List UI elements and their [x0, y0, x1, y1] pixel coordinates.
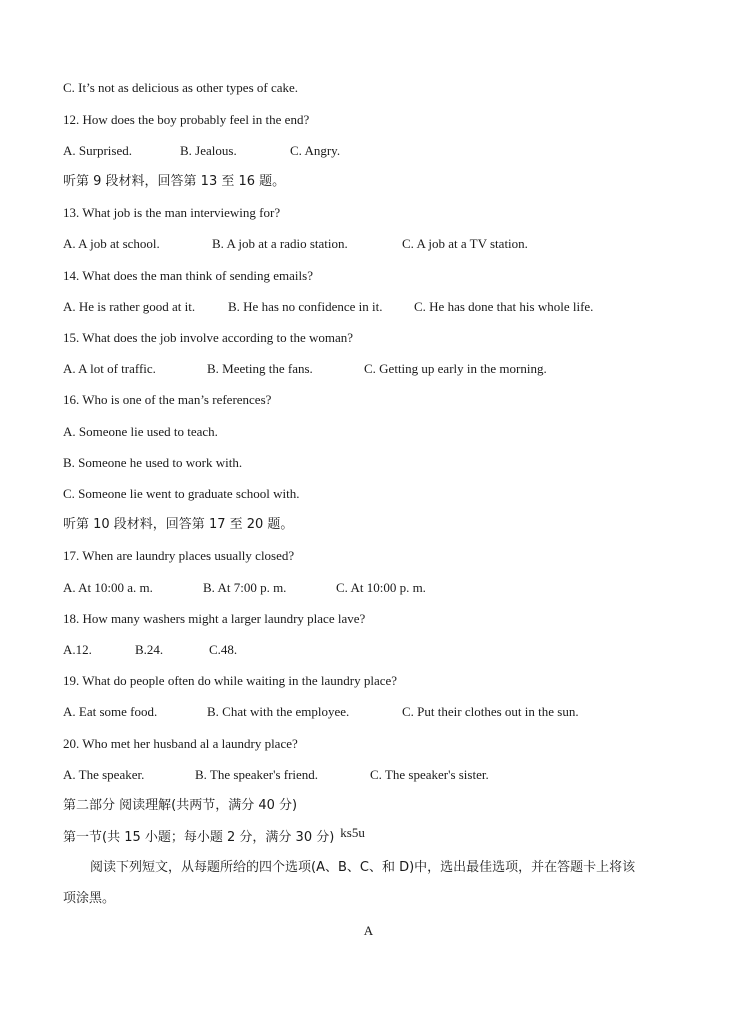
- q14-option-b: B. He has no confidence in it.: [228, 299, 383, 314]
- q13-option-b: B. A job at a radio station.: [212, 236, 348, 251]
- q19-question: 19. What do people often do while waiting in the laundry place?: [63, 673, 398, 688]
- section-1-text: 第一节(共 15 小题；每小题 2 分，满分 30 分): [63, 830, 335, 845]
- q20-question: 20. Who met her husband al a laundry place?: [63, 736, 298, 751]
- q19-option-b: B. Chat with the employee.: [207, 704, 350, 719]
- q14-option-c: C. He has done that his whole life.: [414, 299, 594, 314]
- instructions-line-2: 项涂黑。: [63, 891, 116, 906]
- q17-option-b: B. At 7:00 p. m.: [203, 580, 287, 595]
- watermark-ks5u: ks5u: [340, 825, 365, 840]
- q13-option-c: C. A job at a TV station.: [402, 236, 528, 251]
- q14-question: 14. What does the man think of sending emails?: [63, 268, 313, 283]
- q12-option-c: C. Angry.: [290, 143, 341, 158]
- q17-option-c: C. At 10:00 p. m.: [336, 580, 426, 595]
- q12-option-a: A. Surprised.: [63, 143, 132, 158]
- q14-option-a: A. He is rather good at it.: [63, 299, 196, 314]
- q19-option-a: A. Eat some food.: [63, 704, 158, 719]
- q18-option-a: A.12.: [63, 642, 92, 657]
- q17-question: 17. When are laundry places usually closed?: [63, 548, 295, 563]
- section-10-heading: 听第 10 段材料，回答第 17 至 20 题。: [63, 517, 294, 532]
- q13-question: 13. What job is the man interviewing for?: [63, 205, 281, 220]
- q19-option-c: C. Put their clothes out in the sun.: [402, 704, 579, 719]
- part-2-heading: 第二部分 阅读理解(共两节，满分 40 分): [63, 798, 298, 813]
- q12-option-b: B. Jealous.: [180, 143, 237, 158]
- q11-option-c: C. It’s not as delicious as other types of cake.: [63, 80, 299, 95]
- q15-question: 15. What does the job involve according to the woman?: [63, 330, 354, 345]
- q16-question: 16. Who is one of the man’s references?: [63, 392, 272, 407]
- q17-option-a: A. At 10:00 a. m.: [63, 580, 153, 595]
- section-9-heading: 听第 9 段材料，回答第 13 至 16 题。: [63, 174, 286, 189]
- q13-option-a: A. A job at school.: [63, 236, 160, 251]
- q20-option-a: A. The speaker.: [63, 767, 145, 782]
- passage-label: A: [363, 923, 374, 938]
- q15-option-c: C. Getting up early in the morning.: [364, 361, 547, 376]
- instructions-line-1: 阅读下列短文，从每题所给的四个选项(A、B、C、和 D)中，选出最佳选项，并在答题卡上将该: [90, 860, 636, 875]
- q12-question: 12. How does the boy probably feel in the end?: [63, 112, 310, 127]
- q15-option-b: B. Meeting the fans.: [207, 361, 313, 376]
- q16-option-c: C. Someone lie went to graduate school with.: [63, 486, 300, 501]
- q18-question: 18. How many washers might a larger laundry place lave?: [63, 611, 366, 626]
- q20-option-c: C. The speaker's sister.: [370, 767, 489, 782]
- q20-option-b: B. The speaker's friend.: [195, 767, 319, 782]
- q15-option-a: A. A lot of traffic.: [63, 361, 156, 376]
- q18-option-b: B.24.: [135, 642, 164, 657]
- q16-option-a: A. Someone lie used to teach.: [63, 424, 218, 439]
- section-1-heading: [63, 825, 365, 846]
- q18-option-c: C.48.: [209, 642, 238, 657]
- q16-option-b: B. Someone he used to work with.: [63, 455, 243, 470]
